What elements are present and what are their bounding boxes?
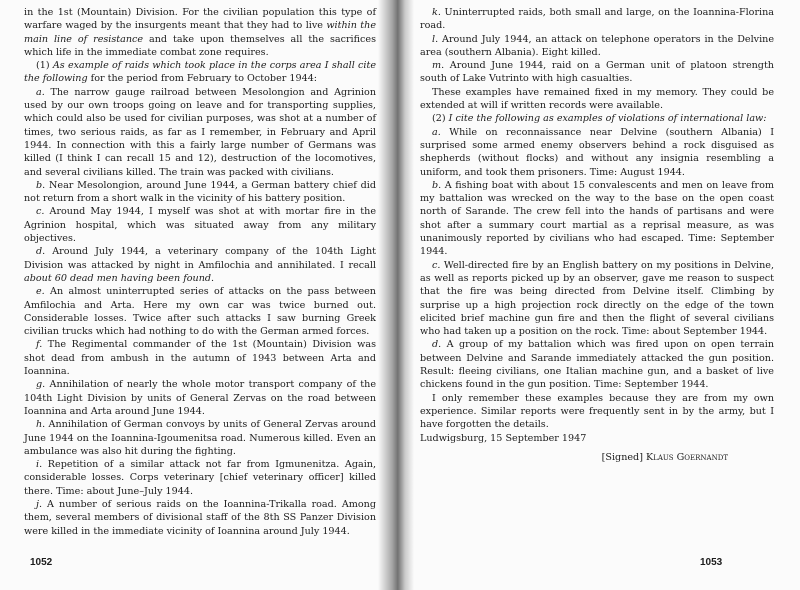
italic-text: b.	[36, 179, 46, 191]
text-run: and take upon themselves all the sacrifices which life in the immediate combat zone requires.	[24, 33, 376, 58]
italic-text: i.	[36, 459, 43, 471]
text-run: While on reconnaissance near Delvine (southern Albania) I surprised some armed enemy observers behind a rock disguised as shepherds (without flocks) and without any insignia resembling a uniform, and took them prisoners. Time: August 1944.	[420, 126, 774, 178]
paragraph	[24, 205, 376, 245]
italic-text: I cite the following as examples of violations of international law:	[448, 113, 767, 125]
right-page	[400, 0, 800, 590]
text-run: (1)	[36, 60, 53, 72]
italic-text: k.	[432, 7, 441, 18]
italic-text: e.	[36, 286, 45, 298]
text-run: I only remember these examples because they are from my own experience. Similar reports were frequently sent in by the army, but I have forgotten the details.	[420, 392, 774, 431]
italic-text: c.	[36, 206, 45, 218]
paragraph	[24, 338, 376, 378]
text-run: Annihilation of nearly the whole motor transport company of the 104th Light Division by units of General Zervas on the road between Ioannina and Arta around June 1944.	[24, 379, 376, 417]
text-run: Around May 1944, I myself was shot at with mortar fire in the Agrinion hospital, which was situated away from any military objectives.	[24, 206, 376, 245]
paragraph	[24, 179, 376, 206]
text-run: Around June 1944, raid on a German unit of platoon strength south of Lake Vutrinto with high casualties.	[420, 60, 774, 85]
paragraph	[24, 378, 376, 418]
paragraph	[24, 418, 376, 458]
signature-prefix: [Signed]	[601, 451, 643, 463]
paragraph	[24, 86, 376, 179]
italic-text: b.	[432, 179, 442, 191]
page-number-right: 1053	[700, 557, 723, 568]
italic-text: about 60 dead men having been found.	[24, 272, 215, 284]
text-run: Near Mesolongion, around June 1944, a German battery chief did not return from a short walk in the vicinity of his battery position.	[24, 179, 376, 205]
paragraph	[24, 498, 376, 538]
paragraph	[24, 245, 376, 285]
paragraph	[420, 59, 774, 86]
italic-text: g.	[36, 379, 46, 391]
text-run: A group of my battalion which was fired upon on open terrain between Delvine and Sarande immediately attacked the gun position. Result: fleeing civilians, one Italian machine gun, and a basket of live chickens found in the gun position. Time: September 1944.	[420, 339, 774, 391]
paragraph	[420, 432, 774, 445]
paragraph	[420, 179, 774, 259]
paragraph	[24, 6, 376, 59]
paragraph	[420, 33, 774, 60]
italic-text: As example of raids which took place in the corps area I shall cite the following	[24, 60, 377, 85]
left-page-text	[24, 6, 376, 538]
text-run: These examples have remained fixed in my memory. They could be extended at will if written records were available.	[420, 86, 774, 112]
paragraph	[420, 112, 774, 125]
text-run: The Regimental commander of the 1st (Mountain) Division was shot dead from ambush in the autumn of 1943 between Arta and Ioannina.	[24, 339, 376, 378]
text-run: Ludwigsburg, 15 September 1947	[420, 432, 587, 444]
paragraph	[24, 458, 376, 498]
paragraph	[420, 6, 774, 33]
page-number-left: 1052	[30, 557, 53, 568]
text-run: for the period from February to October 1944:	[87, 73, 318, 85]
text-run: A fishing boat with about 15 convalescents and men on leave from my battalion was wrecked on the way to the base on the open coast north of Sarande. The crew fell into the hands of partisans and were shot after a summary court martial as a reprisal measure, as was unanimously reported by civilians who had escaped. Time: September 1944.	[420, 179, 774, 258]
italic-text: d.	[36, 246, 46, 258]
signature-line	[420, 451, 774, 464]
text-run: Around July 1944, a veterinary company of the 104th Light Division was attacked by night in Amfilochia and annihilated. I recall	[24, 246, 376, 271]
paragraph	[420, 338, 774, 391]
italic-text: c.	[432, 259, 441, 271]
right-page-text	[420, 6, 774, 464]
text-run: Annihilation of German convoys by units of General Zervas around June 1944 on the Ioannina-Igoumenitsa road. Numerous killed. Even an ambulance was also hit during the fighting.	[24, 419, 376, 457]
text-run: The narrow gauge railroad between Mesolongion and Agrinion used by our own troops going on leave and for transporting supplies, which could also be used for civilian purposes, was shot at a number of times, two serious raids, as far as I remember, in February and April 1944. In connection with this a fairly large number of Germans was killed (I think I can recall 15 and 12), destruction of the locomotives, and several civilians killed. The train was packed with civilians.	[24, 86, 376, 178]
paragraph	[420, 126, 774, 179]
italic-text: a.	[432, 126, 441, 138]
paragraph	[24, 285, 376, 338]
italic-text: within the main line of resistance	[24, 20, 377, 45]
text-run: Well-directed fire by an English battery on my positions in Delvine, as well as reports picked up by an observer, gave me reason to suspect that the fire was being directed from Delvine itself. Climbing by surprise up a high projection rock directly on the edge of the town elicited brief machine gun fire and then the flight of several civilians who had taken up a position on the rock. Time: about September 1944.	[420, 259, 774, 338]
text-run: Around July 1944, an attack on telephone operators in the Delvine area (southern Albania). Eight killed.	[420, 33, 774, 58]
italic-text: j.	[36, 498, 43, 510]
italic-text: h.	[36, 419, 46, 431]
text-run: (2)	[432, 113, 449, 125]
paragraph	[420, 259, 774, 339]
italic-text: m.	[432, 60, 445, 72]
italic-text: a.	[36, 86, 45, 98]
text-run: An almost uninterrupted series of attacks on the pass between Amfilochia and Arta. Here my own car was twice burned out. Considerable losses. Twice after such attacks I saw burning Greek civilian trucks which had nothing to do with the German armed forces.	[24, 286, 376, 338]
italic-text: l.	[432, 33, 439, 45]
signature-name: Klaus Goernandt	[646, 451, 728, 463]
left-page	[0, 0, 396, 590]
paragraph	[24, 59, 376, 86]
italic-text: f.	[36, 339, 43, 351]
text-run: in the 1st (Mountain) Division. For the civilian population this type of warfare waged by the insurgents meant that they had to live	[24, 7, 376, 32]
italic-text: d.	[432, 339, 442, 351]
paragraph	[420, 392, 774, 432]
paragraph	[420, 86, 774, 113]
text-run: A number of serious raids on the Ioannina-Trikalla road. Among them, several members of divisional staff of the 8th SS Panzer Division were killed in the immediate vicinity of Ioannina around July 1944.	[24, 498, 376, 537]
text-run: Repetition of a similar attack not far from Igmunenitza. Again, considerable losses. Corps veterinary [chief veterinary officer] killed there. Time: about June–July 1944.	[24, 459, 376, 497]
text-run: Uninterrupted raids, both small and large, on the Ioannina-Florina road.	[420, 7, 774, 32]
